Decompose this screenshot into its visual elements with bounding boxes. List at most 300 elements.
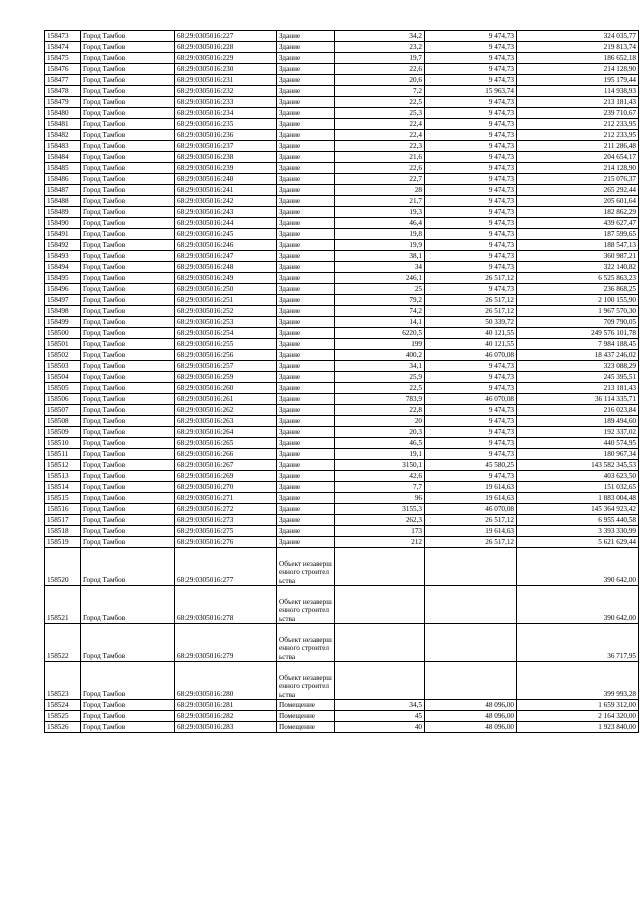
unit-price-cell: 19 614,63	[425, 493, 517, 504]
cadastral-number-cell: 68:29:0305016:249	[175, 273, 277, 284]
unit-price-cell: 9 474,73	[425, 97, 517, 108]
object-type-cell: Помещение	[277, 711, 335, 722]
table-row	[45, 317, 639, 328]
cadastral-number-cell: 68:29:0305016:236	[175, 130, 277, 141]
city-cell: Город Тамбов	[81, 306, 175, 317]
area-cell: 7,7	[335, 482, 425, 493]
table-row	[45, 53, 639, 64]
cadastral-number-cell: 68:29:0305016:270	[175, 482, 277, 493]
row-id-cell: 158482	[45, 130, 81, 141]
object-type-cell: Здание	[277, 328, 335, 339]
city-cell: Город Тамбов	[81, 251, 175, 262]
unit-price-cell: 46 070,08	[425, 350, 517, 361]
city-cell: Город Тамбов	[81, 394, 175, 405]
row-id-cell: 158524	[45, 700, 81, 711]
object-type-cell: Помещение	[277, 722, 335, 733]
table-row	[45, 218, 639, 229]
table-row	[45, 586, 639, 624]
city-cell: Город Тамбов	[81, 284, 175, 295]
row-id-cell: 158475	[45, 53, 81, 64]
cadastral-number-cell: 68:29:0305016:262	[175, 405, 277, 416]
cadastral-number-cell: 68:29:0305016:272	[175, 504, 277, 515]
table-row	[45, 163, 639, 174]
city-cell: Город Тамбов	[81, 700, 175, 711]
cadastral-value-cell: 36 717,95	[517, 624, 639, 662]
cadastral-number-cell: 68:29:0305016:255	[175, 339, 277, 350]
city-cell: Город Тамбов	[81, 504, 175, 515]
unit-price-cell: 9 474,73	[425, 108, 517, 119]
cadastral-number-cell: 68:29:0305016:250	[175, 284, 277, 295]
table-row	[45, 86, 639, 97]
area-cell: 34,2	[335, 31, 425, 42]
unit-price-cell: 9 474,73	[425, 196, 517, 207]
unit-price-cell: 9 474,73	[425, 383, 517, 394]
unit-price-cell: 46 070,08	[425, 504, 517, 515]
cadastral-value-cell: 7 984 188,45	[517, 339, 639, 350]
city-cell: Город Тамбов	[81, 383, 175, 394]
table-row	[45, 526, 639, 537]
cadastral-number-cell: 68:29:0305016:243	[175, 207, 277, 218]
object-type-cell: Здание	[277, 273, 335, 284]
row-id-cell: 158496	[45, 284, 81, 295]
table-row	[45, 361, 639, 372]
object-type-cell: Здание	[277, 427, 335, 438]
unit-price-cell: 9 474,73	[425, 262, 517, 273]
cadastral-value-cell: 323 088,29	[517, 361, 639, 372]
cadastral-value-cell: 390 642,00	[517, 586, 639, 624]
object-type-cell: Здание	[277, 460, 335, 471]
city-cell: Город Тамбов	[81, 372, 175, 383]
cadastral-number-cell: 68:29:0305016:265	[175, 438, 277, 449]
city-cell: Город Тамбов	[81, 207, 175, 218]
cadastral-value-cell: 2 100 155,90	[517, 295, 639, 306]
cadastral-number-cell: 68:29:0305016:257	[175, 361, 277, 372]
cadastral-value-cell: 709 790,05	[517, 317, 639, 328]
table-row	[45, 339, 639, 350]
row-id-cell: 158495	[45, 273, 81, 284]
cadastral-value-cell: 143 582 345,53	[517, 460, 639, 471]
cadastral-value-cell: 212 233,95	[517, 119, 639, 130]
object-type-cell: Здание	[277, 361, 335, 372]
unit-price-cell: 9 474,73	[425, 405, 517, 416]
city-cell: Город Тамбов	[81, 64, 175, 75]
unit-price-cell: 46 070,08	[425, 394, 517, 405]
row-id-cell: 158522	[45, 624, 81, 662]
row-id-cell: 158490	[45, 218, 81, 229]
cadastral-value-cell: 390 642,00	[517, 548, 639, 586]
row-id-cell: 158480	[45, 108, 81, 119]
cadastral-number-cell: 68:29:0305016:233	[175, 97, 277, 108]
cadastral-number-cell: 68:29:0305016:277	[175, 548, 277, 586]
unit-price-cell: 40 121,55	[425, 328, 517, 339]
row-id-cell: 158477	[45, 75, 81, 86]
cadastral-value-cell: 213 181,43	[517, 97, 639, 108]
city-cell: Город Тамбов	[81, 482, 175, 493]
object-type-cell: Здание	[277, 163, 335, 174]
city-cell: Город Тамбов	[81, 526, 175, 537]
area-cell: 22,8	[335, 405, 425, 416]
table-row	[45, 174, 639, 185]
area-cell: 34,1	[335, 361, 425, 372]
area-cell: 22,5	[335, 383, 425, 394]
unit-price-cell: 9 474,73	[425, 284, 517, 295]
table-row	[45, 460, 639, 471]
table-row	[45, 624, 639, 662]
unit-price-cell	[425, 662, 517, 700]
row-id-cell: 158488	[45, 196, 81, 207]
cadastral-value-cell: 211 286,48	[517, 141, 639, 152]
row-id-cell: 158474	[45, 42, 81, 53]
row-id-cell: 158494	[45, 262, 81, 273]
cadastral-number-cell: 68:29:0305016:253	[175, 317, 277, 328]
unit-price-cell: 9 474,73	[425, 251, 517, 262]
row-id-cell: 158501	[45, 339, 81, 350]
cadastral-value-cell: 189 494,60	[517, 416, 639, 427]
cadastral-number-cell: 68:29:0305016:252	[175, 306, 277, 317]
city-cell: Город Тамбов	[81, 273, 175, 284]
row-id-cell: 158508	[45, 416, 81, 427]
row-id-cell: 158525	[45, 711, 81, 722]
object-type-cell: Здание	[277, 449, 335, 460]
cadastral-value-cell: 182 862,29	[517, 207, 639, 218]
row-id-cell: 158511	[45, 449, 81, 460]
object-type-cell: Здание	[277, 284, 335, 295]
cadastral-value-cell: 215 076,37	[517, 174, 639, 185]
row-id-cell: 158497	[45, 295, 81, 306]
area-cell: 22,4	[335, 119, 425, 130]
cadastral-number-cell: 68:29:0305016:256	[175, 350, 277, 361]
object-type-cell: Здание	[277, 306, 335, 317]
object-type-cell: Здание	[277, 493, 335, 504]
object-type-cell: Здание	[277, 31, 335, 42]
table-row	[45, 482, 639, 493]
table-row	[45, 383, 639, 394]
cadastral-value-cell: 212 233,95	[517, 130, 639, 141]
cadastral-value-cell: 245 395,51	[517, 372, 639, 383]
row-id-cell: 158521	[45, 586, 81, 624]
area-cell: 96	[335, 493, 425, 504]
table-row	[45, 328, 639, 339]
cadastral-value-cell: 1 883 004,48	[517, 493, 639, 504]
area-cell: 783,9	[335, 394, 425, 405]
unit-price-cell: 9 474,73	[425, 119, 517, 130]
cadastral-number-cell: 68:29:0305016:283	[175, 722, 277, 733]
area-cell: 14,1	[335, 317, 425, 328]
area-cell: 19,3	[335, 207, 425, 218]
table-row	[45, 416, 639, 427]
cadastral-number-cell: 68:29:0305016:244	[175, 218, 277, 229]
table-row	[45, 130, 639, 141]
object-type-cell: Здание	[277, 394, 335, 405]
cadastral-number-cell: 68:29:0305016:278	[175, 586, 277, 624]
area-cell: 46,5	[335, 438, 425, 449]
unit-price-cell: 9 474,73	[425, 53, 517, 64]
cadastral-value-cell: 324 035,77	[517, 31, 639, 42]
cadastral-value-cell: 5 621 629,44	[517, 537, 639, 548]
row-id-cell: 158513	[45, 471, 81, 482]
unit-price-cell: 26 517,12	[425, 273, 517, 284]
cadastral-value-cell: 18 437 246,02	[517, 350, 639, 361]
city-cell: Город Тамбов	[81, 42, 175, 53]
cadastral-number-cell: 68:29:0305016:280	[175, 662, 277, 700]
row-id-cell: 158505	[45, 383, 81, 394]
area-cell: 25,3	[335, 108, 425, 119]
row-id-cell: 158520	[45, 548, 81, 586]
city-cell: Город Тамбов	[81, 86, 175, 97]
area-cell: 22,5	[335, 97, 425, 108]
city-cell: Город Тамбов	[81, 130, 175, 141]
object-type-cell: Здание	[277, 372, 335, 383]
unit-price-cell: 9 474,73	[425, 130, 517, 141]
object-type-cell: Здание	[277, 515, 335, 526]
city-cell: Город Тамбов	[81, 295, 175, 306]
unit-price-cell: 9 474,73	[425, 75, 517, 86]
city-cell: Город Тамбов	[81, 405, 175, 416]
table-row	[45, 97, 639, 108]
area-cell: 20	[335, 416, 425, 427]
cadastral-number-cell: 68:29:0305016:232	[175, 86, 277, 97]
unit-price-cell: 9 474,73	[425, 427, 517, 438]
cadastral-number-cell: 68:29:0305016:259	[175, 372, 277, 383]
table-row	[45, 185, 639, 196]
unit-price-cell: 9 474,73	[425, 218, 517, 229]
cadastral-value-cell: 6 525 863,23	[517, 273, 639, 284]
city-cell: Город Тамбов	[81, 229, 175, 240]
area-cell: 25,9	[335, 372, 425, 383]
table-row	[45, 438, 639, 449]
object-type-cell: Здание	[277, 207, 335, 218]
cadastral-value-cell: 403 623,50	[517, 471, 639, 482]
city-cell: Город Тамбов	[81, 31, 175, 42]
unit-price-cell: 9 474,73	[425, 64, 517, 75]
unit-price-cell: 26 517,12	[425, 295, 517, 306]
cadastral-number-cell: 68:29:0305016:242	[175, 196, 277, 207]
unit-price-cell: 40 121,55	[425, 339, 517, 350]
unit-price-cell: 9 474,73	[425, 438, 517, 449]
cadastral-value-cell: 205 601,64	[517, 196, 639, 207]
row-id-cell: 158503	[45, 361, 81, 372]
object-type-cell: Здание	[277, 64, 335, 75]
cadastral-number-cell: 68:29:0305016:267	[175, 460, 277, 471]
cadastral-value-cell: 204 654,17	[517, 152, 639, 163]
cadastral-number-cell: 68:29:0305016:230	[175, 64, 277, 75]
object-type-cell: Объект незавершенного строительства	[277, 548, 335, 586]
cadastral-number-cell: 68:29:0305016:237	[175, 141, 277, 152]
object-type-cell: Здание	[277, 86, 335, 97]
unit-price-cell	[425, 624, 517, 662]
city-cell: Город Тамбов	[81, 218, 175, 229]
row-id-cell: 158483	[45, 141, 81, 152]
row-id-cell: 158485	[45, 163, 81, 174]
area-cell: 19,1	[335, 449, 425, 460]
object-type-cell: Здание	[277, 504, 335, 515]
cadastral-number-cell: 68:29:0305016:245	[175, 229, 277, 240]
object-type-cell: Объект незавершенного строительства	[277, 624, 335, 662]
table-row	[45, 64, 639, 75]
area-cell: 6220,5	[335, 328, 425, 339]
cadastral-value-cell: 195 179,44	[517, 75, 639, 86]
property-table	[44, 30, 639, 733]
area-cell: 262,3	[335, 515, 425, 526]
city-cell: Город Тамбов	[81, 328, 175, 339]
cadastral-value-cell: 1 923 840,00	[517, 722, 639, 733]
row-id-cell: 158499	[45, 317, 81, 328]
table-row	[45, 306, 639, 317]
unit-price-cell: 50 339,72	[425, 317, 517, 328]
area-cell: 400,2	[335, 350, 425, 361]
object-type-cell: Здание	[277, 75, 335, 86]
city-cell: Город Тамбов	[81, 722, 175, 733]
row-id-cell: 158478	[45, 86, 81, 97]
table-row	[45, 449, 639, 460]
cadastral-value-cell: 214 128,90	[517, 64, 639, 75]
unit-price-cell	[425, 548, 517, 586]
cadastral-number-cell: 68:29:0305016:269	[175, 471, 277, 482]
cadastral-number-cell: 68:29:0305016:229	[175, 53, 277, 64]
area-cell: 19,8	[335, 229, 425, 240]
unit-price-cell: 15 963,74	[425, 86, 517, 97]
unit-price-cell: 9 474,73	[425, 372, 517, 383]
unit-price-cell: 9 474,73	[425, 207, 517, 218]
area-cell	[335, 586, 425, 624]
cadastral-value-cell: 186 652,18	[517, 53, 639, 64]
area-cell: 22,7	[335, 174, 425, 185]
unit-price-cell: 9 474,73	[425, 31, 517, 42]
area-cell: 173	[335, 526, 425, 537]
unit-price-cell: 26 517,12	[425, 515, 517, 526]
cadastral-number-cell: 68:29:0305016:234	[175, 108, 277, 119]
cadastral-number-cell: 68:29:0305016:266	[175, 449, 277, 460]
table-row	[45, 350, 639, 361]
area-cell: 22,6	[335, 64, 425, 75]
table-row	[45, 662, 639, 700]
object-type-cell: Здание	[277, 97, 335, 108]
table-row	[45, 548, 639, 586]
row-id-cell: 158473	[45, 31, 81, 42]
cadastral-value-cell: 36 114 335,71	[517, 394, 639, 405]
row-id-cell: 158510	[45, 438, 81, 449]
cadastral-number-cell: 68:29:0305016:231	[175, 75, 277, 86]
table-row	[45, 427, 639, 438]
cadastral-number-cell: 68:29:0305016:228	[175, 42, 277, 53]
object-type-cell: Здание	[277, 350, 335, 361]
row-id-cell: 158509	[45, 427, 81, 438]
row-id-cell: 158519	[45, 537, 81, 548]
object-type-cell: Помещение	[277, 700, 335, 711]
unit-price-cell	[425, 586, 517, 624]
cadastral-value-cell: 322 140,82	[517, 262, 639, 273]
area-cell: 22,3	[335, 141, 425, 152]
cadastral-number-cell: 68:29:0305016:261	[175, 394, 277, 405]
table-row	[45, 471, 639, 482]
table-row	[45, 700, 639, 711]
area-cell	[335, 548, 425, 586]
unit-price-cell: 9 474,73	[425, 152, 517, 163]
area-cell: 42,6	[335, 471, 425, 482]
unit-price-cell: 9 474,73	[425, 449, 517, 460]
city-cell: Город Тамбов	[81, 460, 175, 471]
cadastral-value-cell: 6 955 440,58	[517, 515, 639, 526]
city-cell: Город Тамбов	[81, 53, 175, 64]
unit-price-cell: 9 474,73	[425, 361, 517, 372]
cadastral-number-cell: 68:29:0305016:281	[175, 700, 277, 711]
table-row	[45, 711, 639, 722]
object-type-cell: Здание	[277, 130, 335, 141]
cadastral-number-cell: 68:29:0305016:260	[175, 383, 277, 394]
table-row	[45, 537, 639, 548]
cadastral-number-cell: 68:29:0305016:275	[175, 526, 277, 537]
city-cell: Город Тамбов	[81, 317, 175, 328]
city-cell: Город Тамбов	[81, 416, 175, 427]
unit-price-cell: 9 474,73	[425, 174, 517, 185]
area-cell: 20,3	[335, 427, 425, 438]
cadastral-number-cell: 68:29:0305016:251	[175, 295, 277, 306]
unit-price-cell: 9 474,73	[425, 141, 517, 152]
table-row	[45, 504, 639, 515]
object-type-cell: Здание	[277, 383, 335, 394]
unit-price-cell: 9 474,73	[425, 240, 517, 251]
city-cell: Город Тамбов	[81, 119, 175, 130]
area-cell: 22,6	[335, 163, 425, 174]
cadastral-number-cell: 68:29:0305016:239	[175, 163, 277, 174]
cadastral-value-cell: 360 987,21	[517, 251, 639, 262]
table-row	[45, 119, 639, 130]
cadastral-value-cell: 114 938,93	[517, 86, 639, 97]
row-id-cell: 158514	[45, 482, 81, 493]
area-cell: 74,2	[335, 306, 425, 317]
unit-price-cell: 9 474,73	[425, 163, 517, 174]
area-cell: 28	[335, 185, 425, 196]
row-id-cell: 158526	[45, 722, 81, 733]
cadastral-value-cell: 188 547,13	[517, 240, 639, 251]
area-cell: 21,7	[335, 196, 425, 207]
row-id-cell: 158504	[45, 372, 81, 383]
area-cell: 79,2	[335, 295, 425, 306]
area-cell: 246,1	[335, 273, 425, 284]
row-id-cell: 158515	[45, 493, 81, 504]
city-cell: Город Тамбов	[81, 185, 175, 196]
row-id-cell: 158489	[45, 207, 81, 218]
unit-price-cell: 48 096,00	[425, 700, 517, 711]
unit-price-cell: 48 096,00	[425, 711, 517, 722]
row-id-cell: 158507	[45, 405, 81, 416]
table-row	[45, 372, 639, 383]
city-cell: Город Тамбов	[81, 339, 175, 350]
city-cell: Город Тамбов	[81, 624, 175, 662]
table-row	[45, 75, 639, 86]
area-cell: 19,9	[335, 240, 425, 251]
area-cell: 199	[335, 339, 425, 350]
cadastral-value-cell: 440 574,95	[517, 438, 639, 449]
cadastral-number-cell: 68:29:0305016:247	[175, 251, 277, 262]
area-cell: 23,2	[335, 42, 425, 53]
cadastral-value-cell: 439 627,47	[517, 218, 639, 229]
city-cell: Город Тамбов	[81, 163, 175, 174]
area-cell: 212	[335, 537, 425, 548]
area-cell: 7,2	[335, 86, 425, 97]
unit-price-cell: 26 517,12	[425, 537, 517, 548]
cadastral-value-cell: 249 576 101,78	[517, 328, 639, 339]
area-cell: 46,4	[335, 218, 425, 229]
city-cell: Город Тамбов	[81, 438, 175, 449]
city-cell: Город Тамбов	[81, 548, 175, 586]
object-type-cell: Здание	[277, 42, 335, 53]
city-cell: Город Тамбов	[81, 711, 175, 722]
cadastral-number-cell: 68:29:0305016:235	[175, 119, 277, 130]
unit-price-cell: 9 474,73	[425, 416, 517, 427]
unit-price-cell: 9 474,73	[425, 229, 517, 240]
unit-price-cell: 9 474,73	[425, 185, 517, 196]
